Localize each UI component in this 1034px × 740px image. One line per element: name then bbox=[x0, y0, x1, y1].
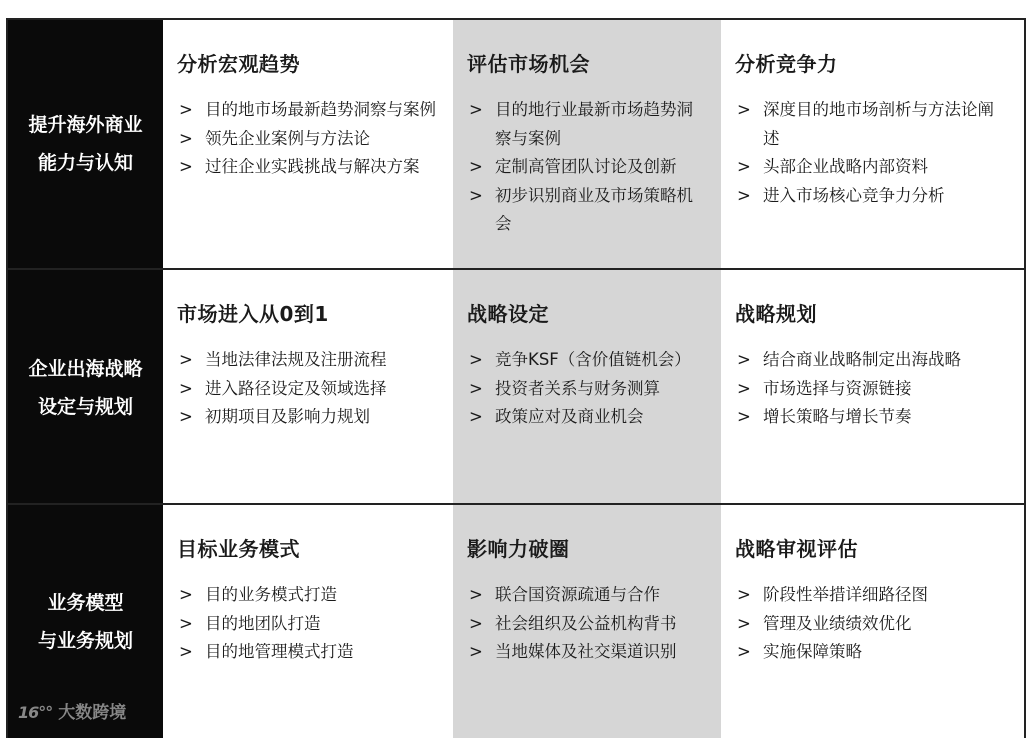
cell-title: 目标业务模式 bbox=[177, 537, 300, 561]
grid-row-3 bbox=[8, 503, 1024, 738]
list-item: > 定制高管团队讨论及创新 bbox=[467, 153, 707, 182]
list-item: > 投资者关系与财务测算 bbox=[467, 375, 707, 404]
chevron-right-icon: > bbox=[469, 378, 483, 398]
cell-title: 评估市场机会 bbox=[467, 52, 590, 76]
chevron-right-icon: > bbox=[469, 185, 483, 205]
list-item: > 阶段性举措详细路径图 bbox=[735, 581, 1010, 610]
list-item: > 过往企业实践挑战与解决方案 bbox=[177, 153, 439, 182]
cell-list bbox=[467, 581, 707, 667]
cell-r2-c2 bbox=[453, 270, 721, 505]
list-item: > 初期项目及影响力规划 bbox=[177, 403, 439, 432]
list-item: > 当地媒体及社交渠道识别 bbox=[467, 638, 707, 667]
chevron-right-icon: > bbox=[737, 642, 751, 661]
cell-r1-c2 bbox=[453, 20, 721, 268]
chevron-right-icon: > bbox=[469, 613, 483, 633]
cell-list bbox=[735, 96, 1010, 210]
chevron-right-icon: > bbox=[469, 642, 483, 661]
list-item: > 政策应对及商业机会 bbox=[467, 403, 707, 432]
chevron-right-icon: > bbox=[469, 100, 483, 119]
cell-list bbox=[735, 346, 1010, 432]
chevron-right-icon: > bbox=[737, 585, 751, 604]
chevron-right-icon: > bbox=[179, 407, 193, 426]
list-item: > 目的业务模式打造 bbox=[177, 581, 439, 610]
chevron-right-icon: > bbox=[179, 642, 193, 661]
cell-title: 战略设定 bbox=[467, 302, 549, 326]
list-item: > 增长策略与增长节奏 bbox=[735, 403, 1010, 432]
cell-title: 市场进入从0到1 bbox=[177, 302, 329, 326]
cell-list bbox=[467, 96, 707, 239]
cell-r1-c1 bbox=[163, 20, 453, 268]
cell-list bbox=[735, 581, 1010, 667]
chevron-right-icon: > bbox=[179, 157, 193, 176]
chevron-right-icon: > bbox=[179, 350, 193, 369]
cell-title: 分析宏观趋势 bbox=[177, 52, 300, 76]
row-header-2 bbox=[8, 270, 163, 505]
chevron-right-icon: > bbox=[179, 585, 193, 604]
chevron-right-icon: > bbox=[737, 350, 751, 369]
cell-list bbox=[177, 346, 439, 432]
chevron-right-icon: > bbox=[469, 350, 483, 369]
list-item: > 领先企业案例与方法论 bbox=[177, 125, 439, 154]
cell-r2-c3 bbox=[721, 270, 1024, 505]
list-item: > 社会组织及公益机构背书 bbox=[467, 610, 707, 639]
chevron-right-icon: > bbox=[179, 378, 193, 398]
list-item: > 管理及业绩绩效优化 bbox=[735, 610, 1010, 639]
chevron-right-icon: > bbox=[737, 613, 751, 633]
chevron-right-icon: > bbox=[179, 613, 193, 633]
list-item: > 目的地团队打造 bbox=[177, 610, 439, 639]
chevron-right-icon: > bbox=[469, 407, 483, 426]
chevron-right-icon: > bbox=[469, 585, 483, 604]
chevron-right-icon: > bbox=[179, 128, 193, 148]
cell-title: 影响力破圈 bbox=[467, 537, 570, 561]
cell-title: 战略审视评估 bbox=[735, 537, 858, 561]
logo-text: 大数跨境 bbox=[58, 703, 127, 723]
chevron-right-icon: > bbox=[179, 100, 193, 119]
cell-r3-c2 bbox=[453, 505, 721, 738]
cell-list bbox=[177, 581, 439, 667]
cell-r3-c3 bbox=[721, 505, 1024, 738]
cell-r2-c1 bbox=[163, 270, 453, 505]
row-header-label: 企业出海战略 设定与规划 bbox=[28, 357, 143, 418]
watermark-logo bbox=[18, 694, 126, 732]
cell-title: 分析竞争力 bbox=[735, 52, 838, 76]
grid-row-2 bbox=[8, 268, 1024, 505]
cell-r1-c3 bbox=[721, 20, 1024, 268]
list-item: > 结合商业战略制定出海战略 bbox=[735, 346, 1010, 375]
cell-list bbox=[467, 346, 707, 432]
row-header-label: 提升海外商业 能力与认知 bbox=[28, 114, 143, 174]
grid-row-1 bbox=[8, 20, 1024, 268]
chevron-right-icon: > bbox=[737, 100, 751, 119]
logo-mark: 16°° bbox=[18, 703, 53, 722]
row-header-3 bbox=[8, 505, 163, 738]
list-item: > 目的地市场最新趋势洞察与案例 bbox=[177, 96, 439, 125]
cell-list bbox=[177, 96, 439, 182]
row-header-label: 业务模型 与业务规划 bbox=[37, 591, 133, 652]
cell-title: 战略规划 bbox=[735, 302, 817, 326]
list-item: > 目的地行业最新市场趋势洞察与案例 bbox=[467, 96, 707, 153]
list-item: > 市场选择与资源链接 bbox=[735, 375, 1010, 404]
list-item: > 当地法律法规及注册流程 bbox=[177, 346, 439, 375]
chevron-right-icon: > bbox=[737, 407, 751, 426]
chevron-right-icon: > bbox=[737, 185, 751, 205]
list-item: > 竞争KSF（含价值链机会） bbox=[467, 346, 707, 375]
list-item: > 实施保障策略 bbox=[735, 638, 1010, 667]
list-item: > 目的地管理模式打造 bbox=[177, 638, 439, 667]
row-header-1 bbox=[8, 20, 163, 268]
list-item: > 初步识别商业及市场策略机会 bbox=[467, 182, 707, 239]
list-item: > 进入路径设定及领域选择 bbox=[177, 375, 439, 404]
chevron-right-icon: > bbox=[469, 157, 483, 176]
list-item: > 进入市场核心竞争力分析 bbox=[735, 182, 1010, 211]
strategy-grid bbox=[6, 18, 1026, 738]
chevron-right-icon: > bbox=[737, 378, 751, 398]
list-item: > 头部企业战略内部资料 bbox=[735, 153, 1010, 182]
list-item: > 联合国资源疏通与合作 bbox=[467, 581, 707, 610]
chevron-right-icon: > bbox=[737, 157, 751, 176]
cell-r3-c1 bbox=[163, 505, 453, 738]
list-item: > 深度目的地市场剖析与方法论阐述 bbox=[735, 96, 1010, 153]
